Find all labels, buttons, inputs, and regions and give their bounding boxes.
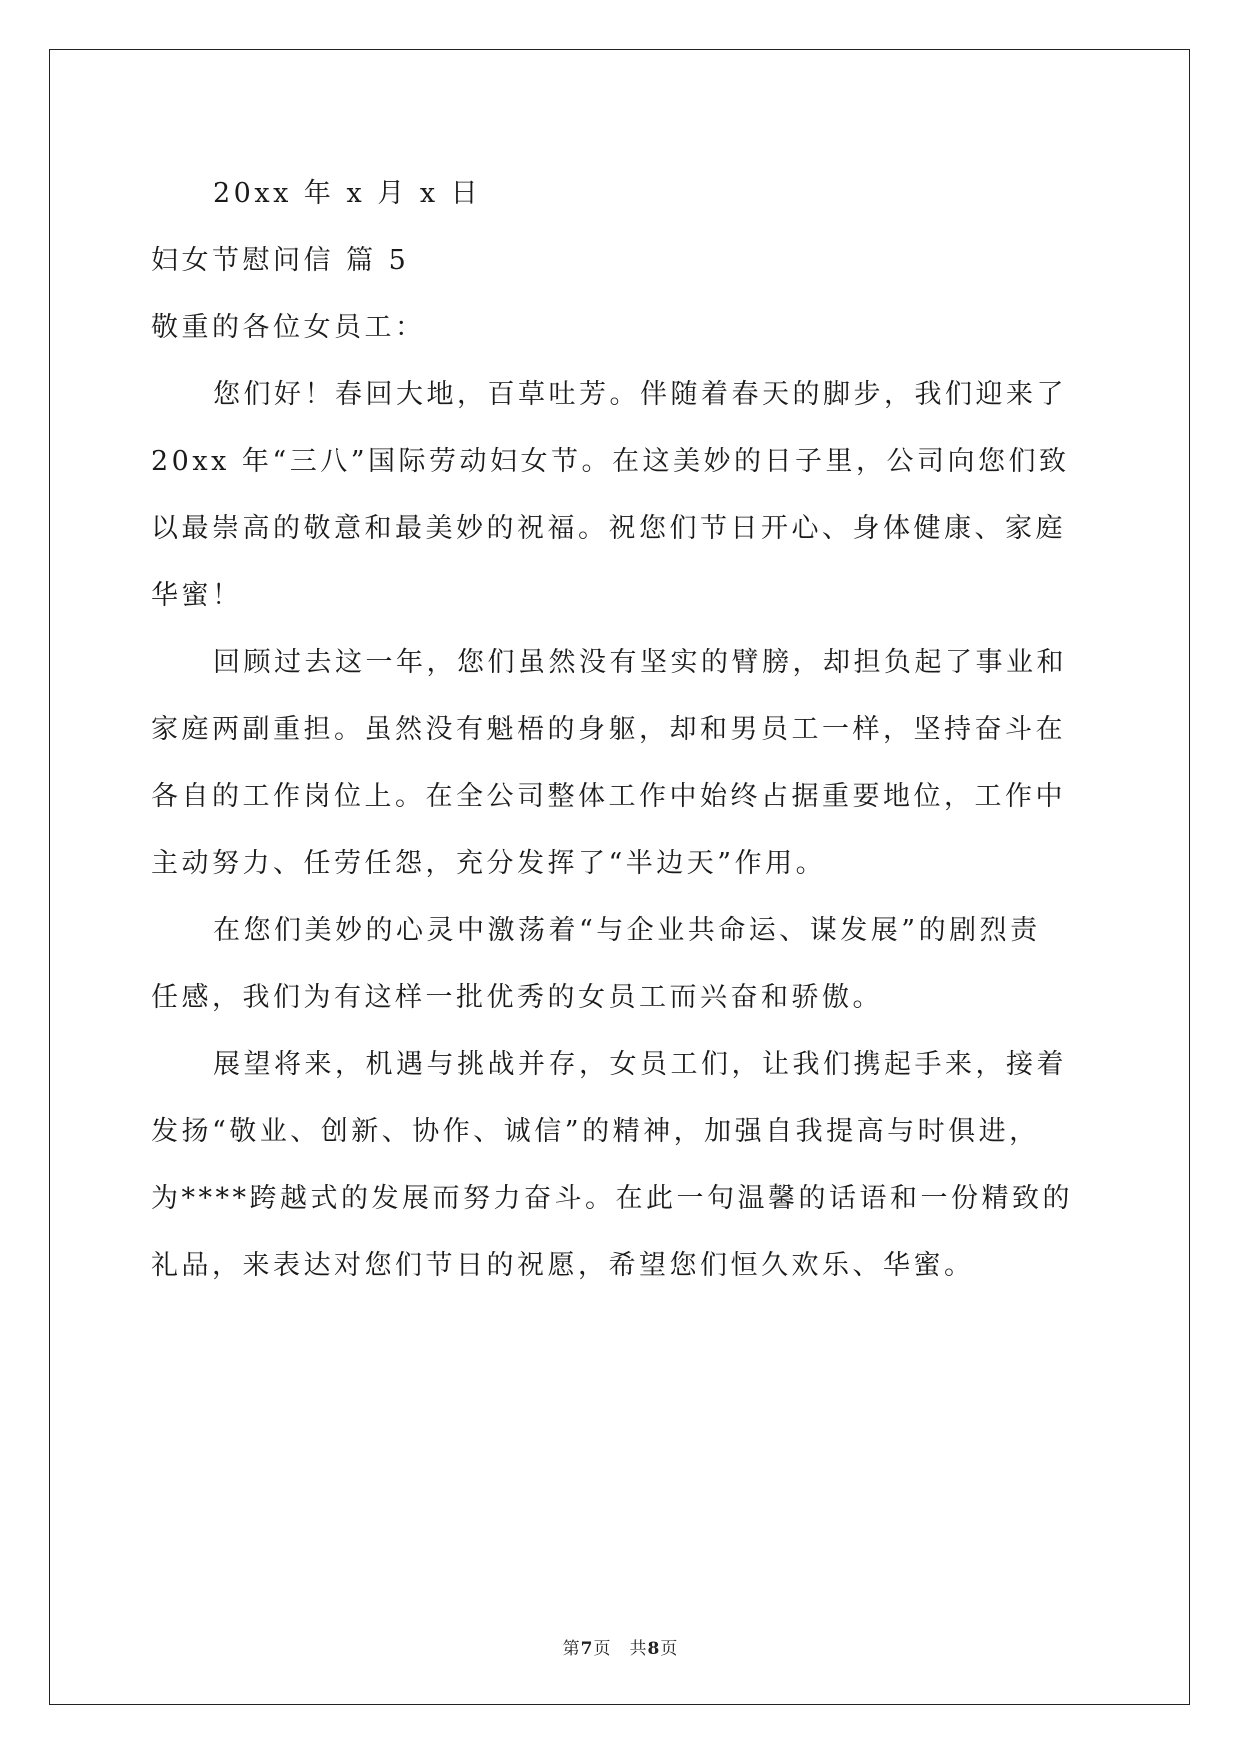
paragraph-line: 任感，我们为有这样一批优秀的女员工而兴奋和骄傲。 <box>151 982 883 1013</box>
page-total: 8 <box>647 1639 661 1659</box>
paragraph-line: 礼品，来表达对您们节日的祝愿，希望您们恒久欢乐、华蜜。 <box>151 1250 975 1281</box>
page-current: 7 <box>580 1639 594 1659</box>
document-body <box>151 160 1088 1299</box>
page-prefix: 第 <box>562 1639 581 1659</box>
paragraph-line: 展望将来，机遇与挑战并存，女员工们，让我们携起手来，接着 <box>213 1049 1067 1080</box>
paragraph-line: 以最崇高的敬意和最美妙的祝福。祝您们节日开心、身体健康、家庭 <box>151 513 1066 544</box>
paragraph-line: 回顾过去这一年，您们虽然没有坚实的臂膀，却担负起了事业和 <box>213 647 1067 678</box>
paragraph-line: 家庭两副重担。虽然没有魁梧的身躯，却和男员工一样，坚持奋斗在 <box>151 714 1066 745</box>
salutation: 敬重的各位女员工： <box>151 312 426 343</box>
section-title: 妇女节慰问信 篇 5 <box>151 245 410 276</box>
paragraph-4 <box>151 1031 1088 1299</box>
paragraph-line: 在您们美妙的心灵中激荡着“与企业共命运、谋发展”的剧烈责 <box>213 915 1041 946</box>
paragraph-3 <box>151 897 1088 1031</box>
paragraph-line: 发扬“敬业、创新、协作、诚信”的精神，加强自我提高与时俱进， <box>151 1116 1040 1147</box>
total-prefix: 共 <box>629 1639 648 1659</box>
paragraph-line: 主动努力、任劳任怨，充分发挥了“半边天”作用。 <box>151 848 827 879</box>
page-suffix: 页 <box>593 1639 612 1659</box>
paragraph-line: 各自的工作岗位上。在全公司整体工作中始终占据重要地位，工作中 <box>151 781 1066 812</box>
paragraph-2 <box>151 629 1088 897</box>
date-line: 20xx 年 x 月 x 日 <box>213 178 482 209</box>
paragraph-line: 为****跨越式的发展而努力奋斗。在此一句温馨的话语和一份精致的 <box>151 1183 1073 1214</box>
paragraph-1 <box>151 361 1088 629</box>
paragraph-line: 20xx 年“三八”国际劳动妇女节。在这美妙的日子里，公司向您们致 <box>151 446 1070 477</box>
total-suffix: 页 <box>660 1639 679 1659</box>
paragraph-line: 华蜜！ <box>151 580 243 611</box>
page-footer <box>0 1634 1241 1659</box>
paragraph-line: 您们好！春回大地，百草吐芳。伴随着春天的脚步，我们迎来了 <box>213 379 1067 410</box>
